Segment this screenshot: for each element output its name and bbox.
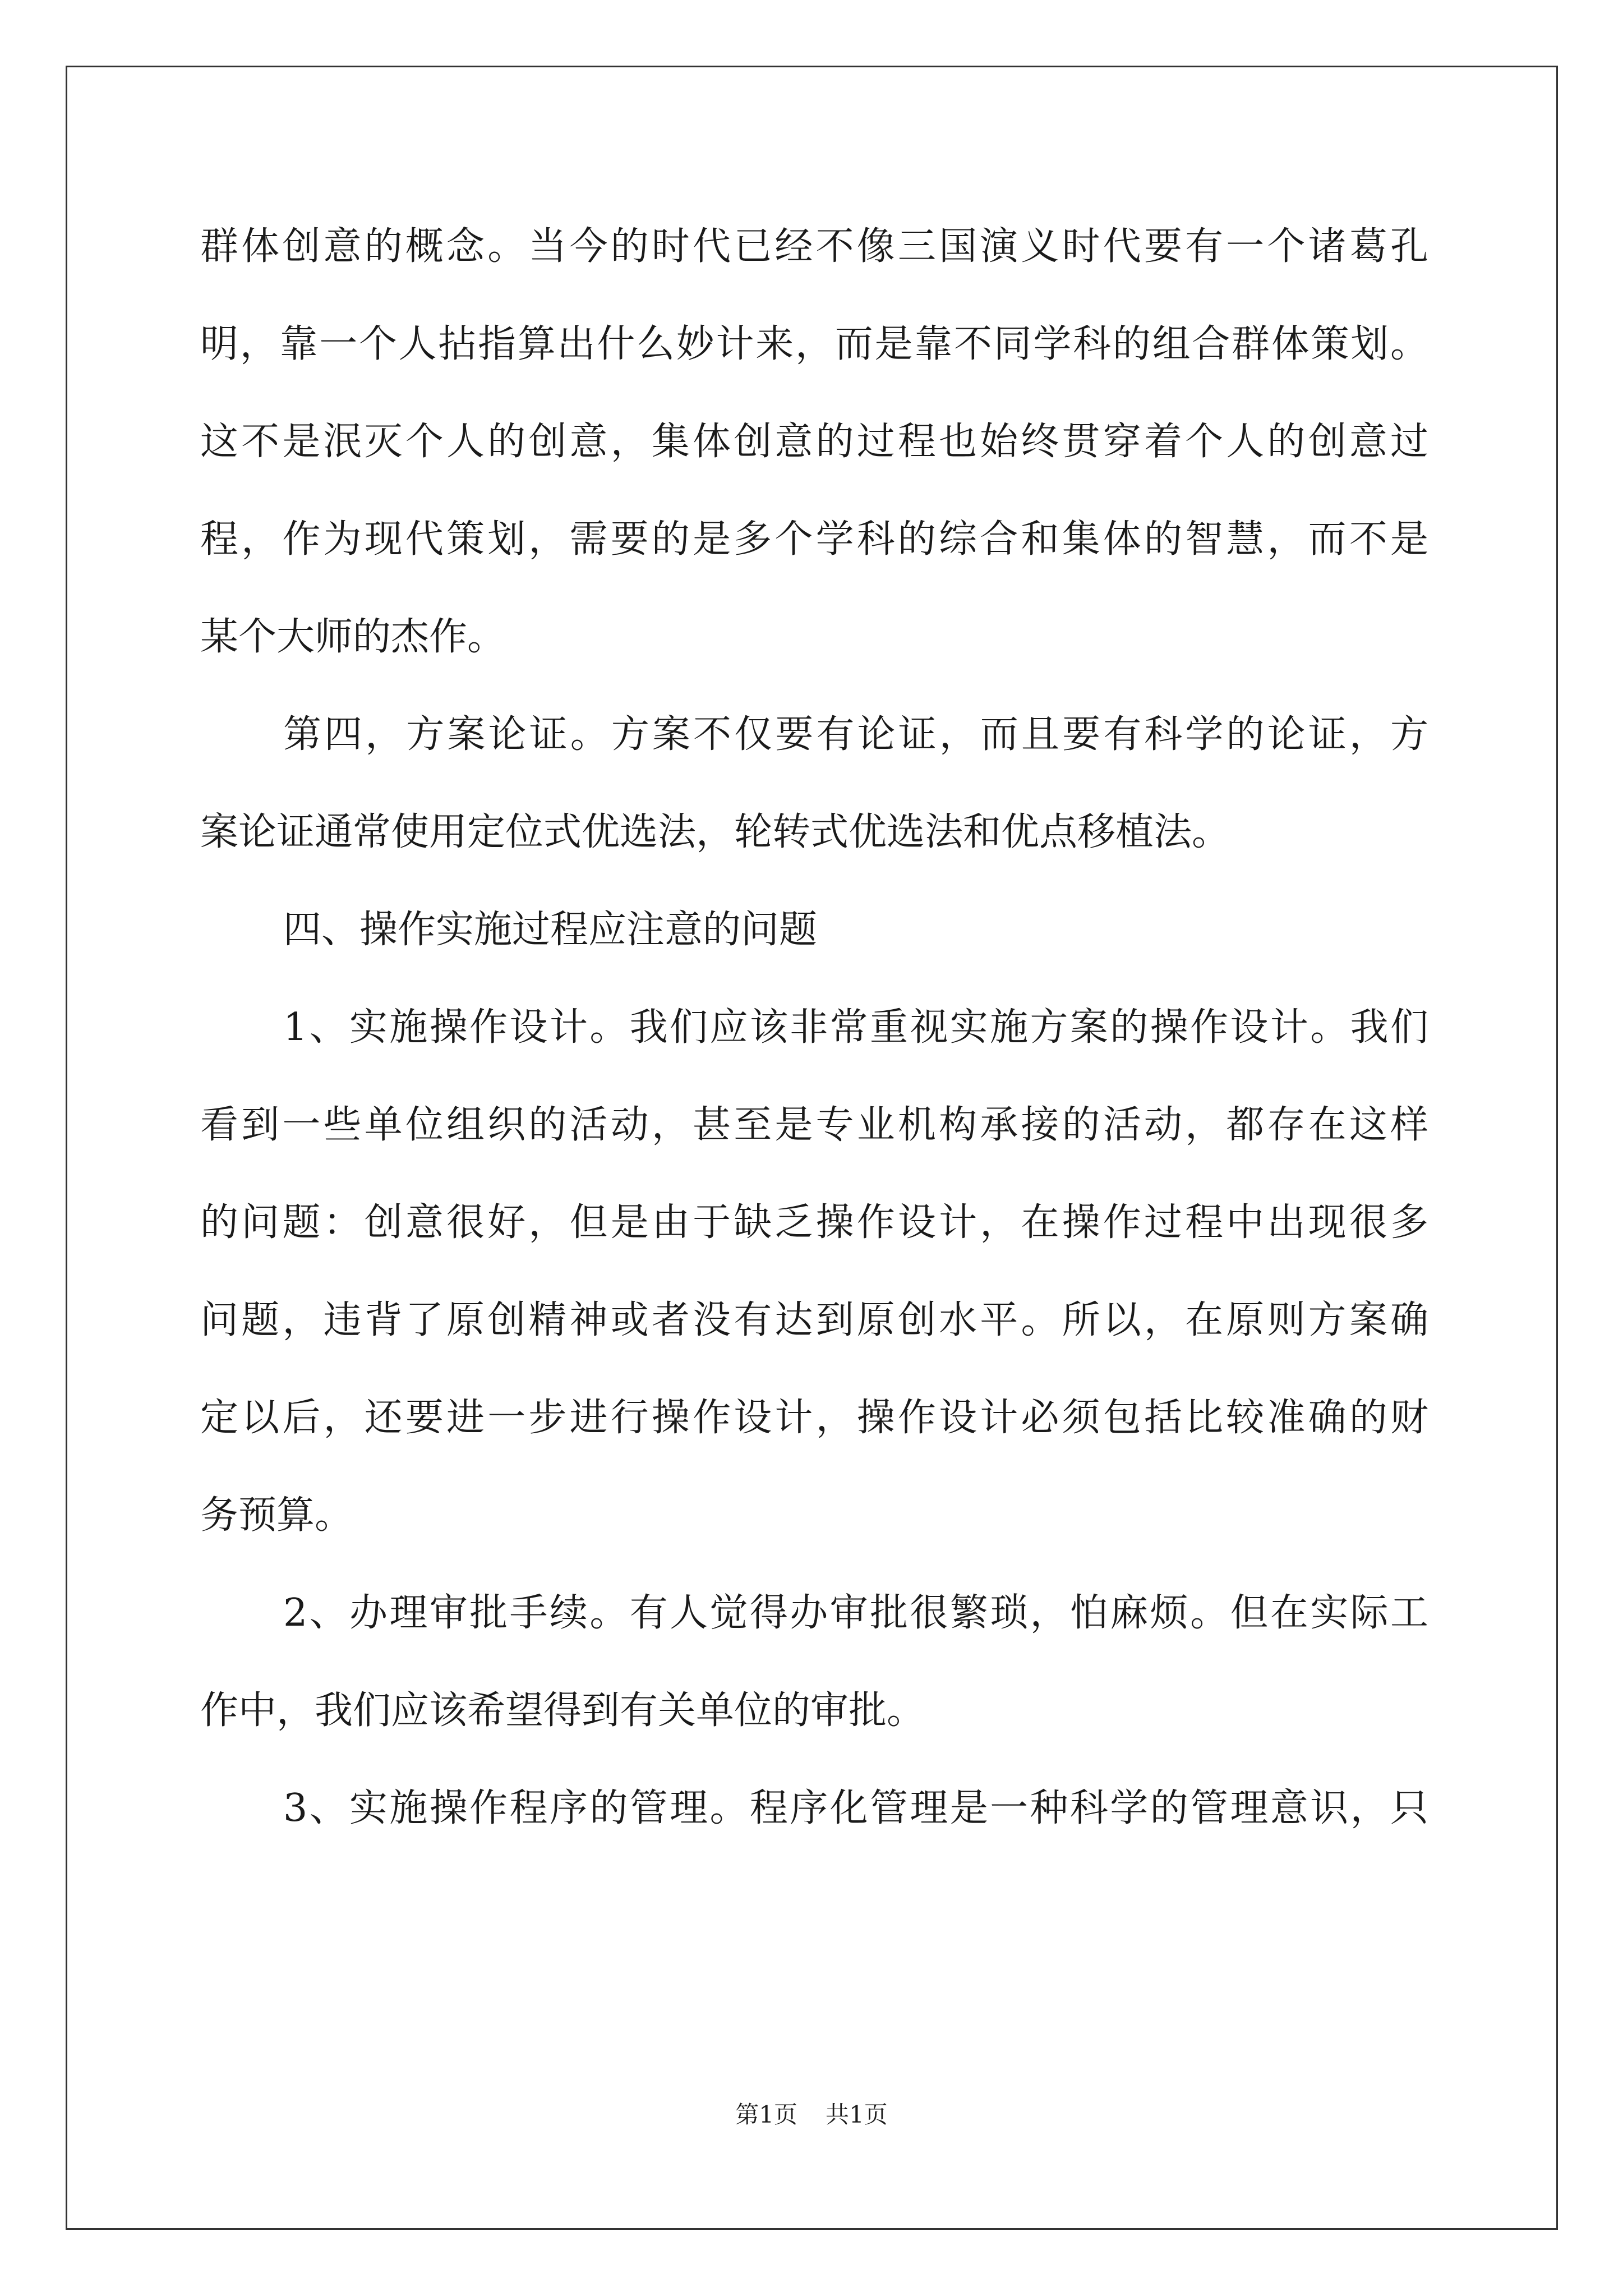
paragraph-line: 明，靠一个人拈指算出什么妙计来，而是靠不同学科的组合群体策划。 [200,322,1428,366]
paragraph-line: 1、实施操作设计。我们应该非常重视实施方案的操作设计。我们 [283,1005,1428,1050]
paragraph-line: 2、办理审批手续。有人觉得办审批很繁琐，怕麻烦。但在实际工 [283,1591,1428,1635]
paragraph-line: 看到一些单位组织的活动，甚至是专业机构承接的活动，都存在这样 [200,1103,1428,1147]
page-number: 第1页 [735,2101,797,2128]
paragraph-line: 问题，违背了原创精神或者没有达到原创水平。所以，在原则方案确 [200,1298,1428,1342]
paragraph-line: 这不是泯灭个人的创意，集体创意的过程也始终贯穿着个人的创意过 [200,420,1428,464]
section-heading: 四、操作实施过程应注意的问题 [283,908,818,952]
paragraph-line: 群体创意的概念。当今的时代已经不像三国演义时代要有一个诸葛孔 [200,224,1428,269]
paragraph-line: 作中，我们应该希望得到有关单位的审批。 [200,1688,925,1733]
paragraph-line: 定以后，还要进一步进行操作设计，操作设计必须包括比较准确的财 [200,1396,1428,1440]
paragraph-line: 某个大师的杰作。 [200,615,506,659]
paragraph-line: 的问题：创意很好，但是由于缺乏操作设计，在操作过程中出现很多 [200,1200,1428,1245]
paragraph-line: 第四，方案论证。方案不仅要有论证，而且要有科学的论证，方 [283,712,1428,757]
paragraph-line: 程，作为现代策划，需要的是多个学科的综合和集体的智慧，而不是 [200,517,1428,562]
page-total: 共1页 [826,2101,888,2128]
paragraph-line: 3、实施操作程序的管理。程序化管理是一种科学的管理意识，只 [283,1786,1428,1830]
paragraph-line: 案论证通常使用定位式优选法，轮转式优选法和优点移植法。 [200,810,1230,854]
page-footer [0,2098,1623,2132]
paragraph-line: 务预算。 [200,1493,353,1538]
